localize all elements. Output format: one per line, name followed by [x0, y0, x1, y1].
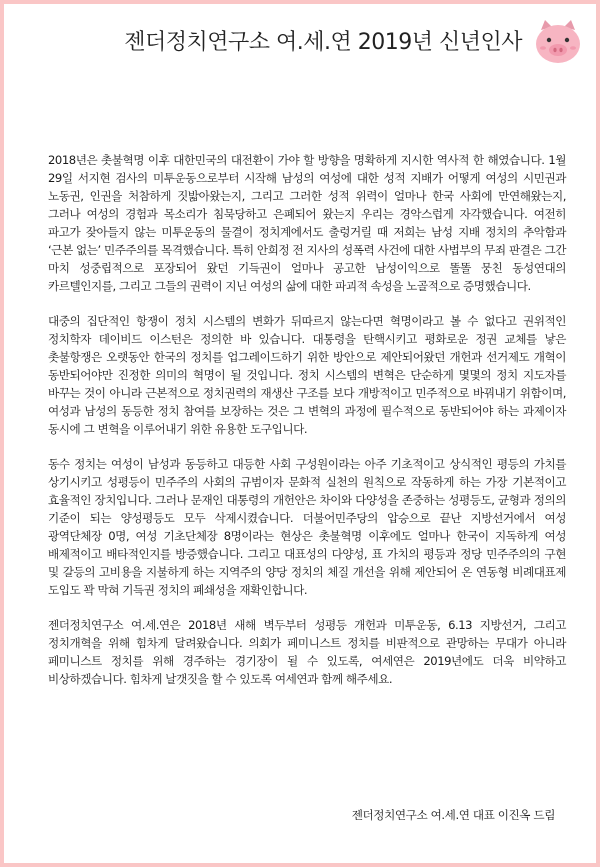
letter-paragraph-3: 동수 정치는 여성이 남성과 동등하고 대등한 사회 구성원이라는 아주 기초적이고 상식적인 평등의 가치를 상기시키고 성평등이 민주주의 사회의 규범이자 문화적 실천의 원칙으로 작동하게 하는 가장 기본적이고 효율적인 장치입니다. 그러나 문재인 대통령의 개헌안은 차이와 다양성을 존중하는 성평등도, 균형과 정의의 기준이 되는 양성평등도 모두 삭제시켰습니다. 더불어민주당의 압승으로 끝난 지방선거에서 여성 광역단체장 0명, 여성 기초단체장 8명이라는 현상은 촛불혁명 이후에도 얼마나 한국이 지독하게 여성 배제적이고 배타적인지를 방증했습니다. 그리고 대표성의 다양성, 표 가치의 평등과 정당 민주주의의 구현 및 갈등의 고비용을 지불하게 하는 지역주의 양당 정치의 체질 개선을 위해 제안되어 온 연동형 비례대표제 도입도 꽉 막혀 기득권 정치의 폐쇄성을 재확인합니다.	[48, 457, 566, 597]
letter-paragraph-1: 2018년은 촛불혁명 이후 대한민국의 대전환이 가야 할 방향을 명확하게 지시한 역사적 한 해였습니다. 1월 29일 서지현 검사의 미투운동으로부터 시작해 남성의 여성에 대한 성적 지배가 어떻게 여성의 시민권과 노동권, 인권을 처참하게 짓밟아왔는지, 그리고 그러한 성적 위력이 얼마나 한국 사회에 만연해왔는지, 그러나 여성의 경험과 목소리가 침묵당하고 은폐되어 왔는지 우리는 경악스럽게 자각했습니다. 여전히 파고가 잦아들지 않는 미투운동의 물결이 정치계에서도 출렁거릴 때 저희는 남성 지배 정치의 추악함과 ‘근본 없는’ 민주주의를 목격했습니다. 특히 안희정 전 지사의 성폭력 사건에 대한 사법부의 무죄 판결은 그간 마치 성중립적으로 포장되어 왔던 기득권이 얼마나 공고한 남성이익으로 똘똘 뭉친 동성연대의 카르텔인지를, 그리고 그들의 권력이 지닌 여성의 삶에 대한 파괴적 속성을 노골적으로 증명했습니다.	[48, 153, 566, 293]
page-title: 젠더정치연구소 여.세.연 2019년 신년인사	[124, 30, 522, 55]
letter-paragraph-4: 젠더정치연구소 여.세.연은 2018년 새해 벽두부터 성평등 개헌과 미투운동, 6.13 지방선거, 그리고 정치개혁을 위해 힘차게 달려왔습니다. 의회가 페미니스트 정치를 비판적으로 관망하는 무대가 아니라 페미니스트 정치를 위해 경주하는 경기장이 될 수 있도록, 여세연은 2019년에도 더욱 비약하고 비상하겠습니다. 힘차게 날갯짓을 할 수 있도록 여세연과 함께 해주세요.	[48, 618, 566, 686]
letter-paragraph-2: 대중의 집단적인 항쟁이 정치 시스템의 변화가 뒤따르지 않는다면 혁명이라고 볼 수 없다고 권위적인 정치학자 데이비드 이스턴은 정의한 바 있습니다. 대통령을 탄핵시키고 평화로운 정권 교체를 낳은 촛불항쟁은 오랫동안 한국의 정치를 업그레이드하기 위한 방안으로 제안되어왔던 개헌과 선거제도 개혁이 동반되어야만 진정한 의미의 혁명이 될 것입니다. 정치 시스템의 변혁은 단순하게 몇몇의 정치 지도자를 바꾸는 것이 아니라 근본적으로 정치권력의 재생산 구조를 보다 개방적이고 민주적으로 바꿔내기 위함이며, 여성과 남성의 동등한 정치 참여를 보장하는 것은 그 변혁의 과정에 필수적으로 동반되어야 하는 과제이자 동시에 그 변혁을 이루어내기 위한 유용한 도구입니다.	[48, 314, 566, 436]
pig-icon	[532, 18, 584, 66]
letter-body	[48, 151, 566, 705]
signature: 젠더정치연구소 여.세.연 대표 이진옥 드림	[351, 808, 555, 822]
